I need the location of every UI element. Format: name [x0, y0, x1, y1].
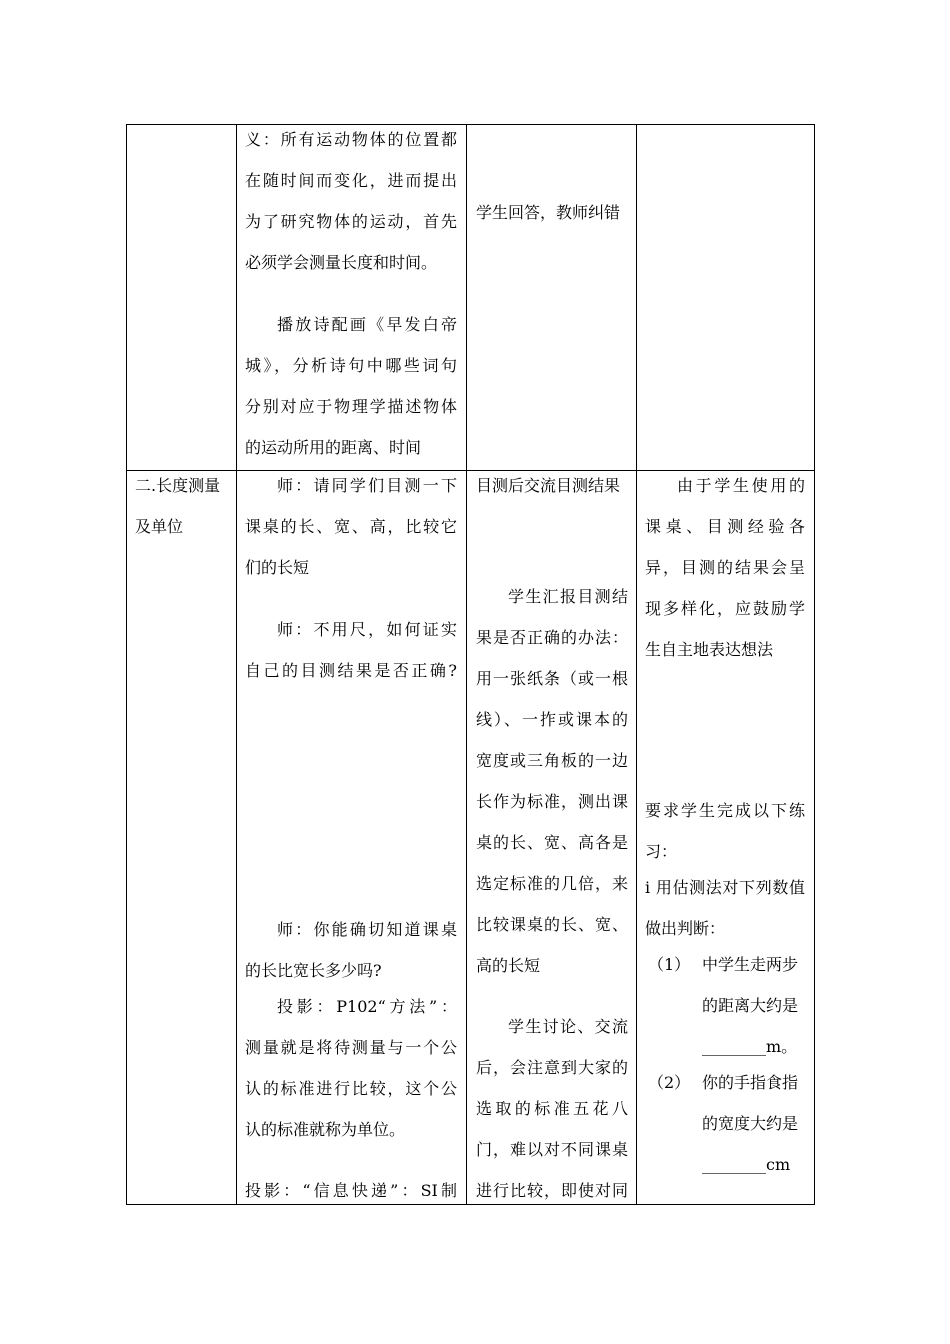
text-line: 线）、一拃或课本的: [476, 710, 628, 729]
text-line: 的运动所用的距离、时间: [245, 438, 422, 457]
text-line: 果是否正确的办法：: [476, 628, 628, 647]
text-line: 用一张纸条（或一根: [476, 669, 628, 688]
text-line: 师：你能确切知道课桌: [277, 920, 457, 939]
text-line: 做出判断：: [645, 919, 726, 938]
text-line: 要求学生完成以下练: [645, 801, 805, 820]
text-line: 投影：“信息快递”：SI制: [245, 1181, 457, 1200]
section-title-line: 二.长度测量: [135, 476, 221, 495]
text-line: 们的长短: [245, 558, 310, 577]
text-line: 生自主地表达想法: [645, 640, 774, 659]
text-line: 播放诗配画《早发白帝: [277, 315, 457, 334]
column-divider-1: [236, 124, 237, 1205]
text-line: 比较课桌的长、宽、: [476, 915, 628, 934]
text-line: 桌的长、宽、高各是: [476, 833, 628, 852]
text-line: 分别对应于物理学描述物体: [245, 397, 457, 416]
text-line: 师：不用尺，如何证实: [277, 620, 457, 639]
text-line: 测量就是将待测量与一个公: [245, 1038, 457, 1057]
text-line: 长作为标准，测出课: [476, 792, 628, 811]
exercise-text-line: 的宽度大约是: [702, 1114, 799, 1133]
text-line: 义：所有运动物体的位置都: [245, 130, 457, 149]
exercise-number: （2）: [648, 1073, 691, 1092]
text-line: 门，难以对不同课桌: [476, 1140, 628, 1159]
exercise-text-line: 你的手指食指: [702, 1073, 799, 1092]
text-line: 必须学会测量长度和时间。: [245, 253, 438, 272]
text-line: 宽度或三角板的一边: [476, 751, 628, 770]
lesson-plan-table: [126, 124, 815, 1205]
exercise-number: （1）: [648, 955, 691, 974]
column-divider-3: [636, 124, 637, 1205]
text-line: 认的标准就称为单位。: [245, 1120, 406, 1139]
text-line: 学生回答，教师纠错: [476, 203, 621, 222]
text-line: 课桌、目测经验各: [645, 517, 805, 536]
text-line: 现多样化，应鼓励学: [645, 599, 805, 618]
section-title-line: 及单位: [135, 517, 184, 536]
text-line: 选取的标准五花八: [476, 1099, 628, 1118]
column-divider-2: [466, 124, 467, 1205]
text-line: 在随时间而变化，进而提出: [245, 171, 457, 190]
table-border-left: [126, 124, 127, 1205]
table-border-top: [126, 124, 815, 125]
text-line: 师：请同学们目测一下: [277, 476, 457, 495]
table-border-bottom: [126, 1204, 815, 1205]
text-line: 后，会注意到大家的: [476, 1058, 628, 1077]
text-line: 自己的目测结果是否正确?: [245, 661, 457, 680]
text-line: 为了研究物体的运动，首先: [245, 212, 457, 231]
text-line: 学生讨论、交流: [508, 1017, 628, 1036]
text-line: 异，目测的结果会呈: [645, 558, 805, 577]
text-line: 的长比宽长多少吗?: [245, 961, 382, 980]
text-line: 认的标准进行比较，这个公: [245, 1079, 457, 1098]
text-line: 选定标准的几倍，来: [476, 874, 628, 893]
text-line: 课桌的长、宽、高，比较它: [245, 517, 457, 536]
exercise-blank-line: ________m。: [702, 1037, 798, 1056]
text-line: 进行比较，即使对同: [476, 1181, 628, 1200]
text-line: 由于学生使用的: [677, 476, 805, 495]
text-line: 城》，分析诗句中哪些词句: [245, 356, 457, 375]
exercise-text-line: 的距离大约是: [702, 996, 799, 1015]
text-line: 习：: [645, 842, 678, 861]
text-line: 目测后交流目测结果: [476, 476, 621, 495]
exercise-text-line: 中学生走两步: [702, 955, 799, 974]
exercise-blank-line: ________cm: [702, 1155, 791, 1174]
table-border-right: [814, 124, 815, 1205]
text-line: 高的长短: [476, 956, 541, 975]
text-line: i 用估测法对下列数值: [645, 878, 805, 897]
text-line: 投影：P102“方法”：: [277, 997, 457, 1016]
text-line: 学生汇报目测结: [508, 587, 628, 606]
